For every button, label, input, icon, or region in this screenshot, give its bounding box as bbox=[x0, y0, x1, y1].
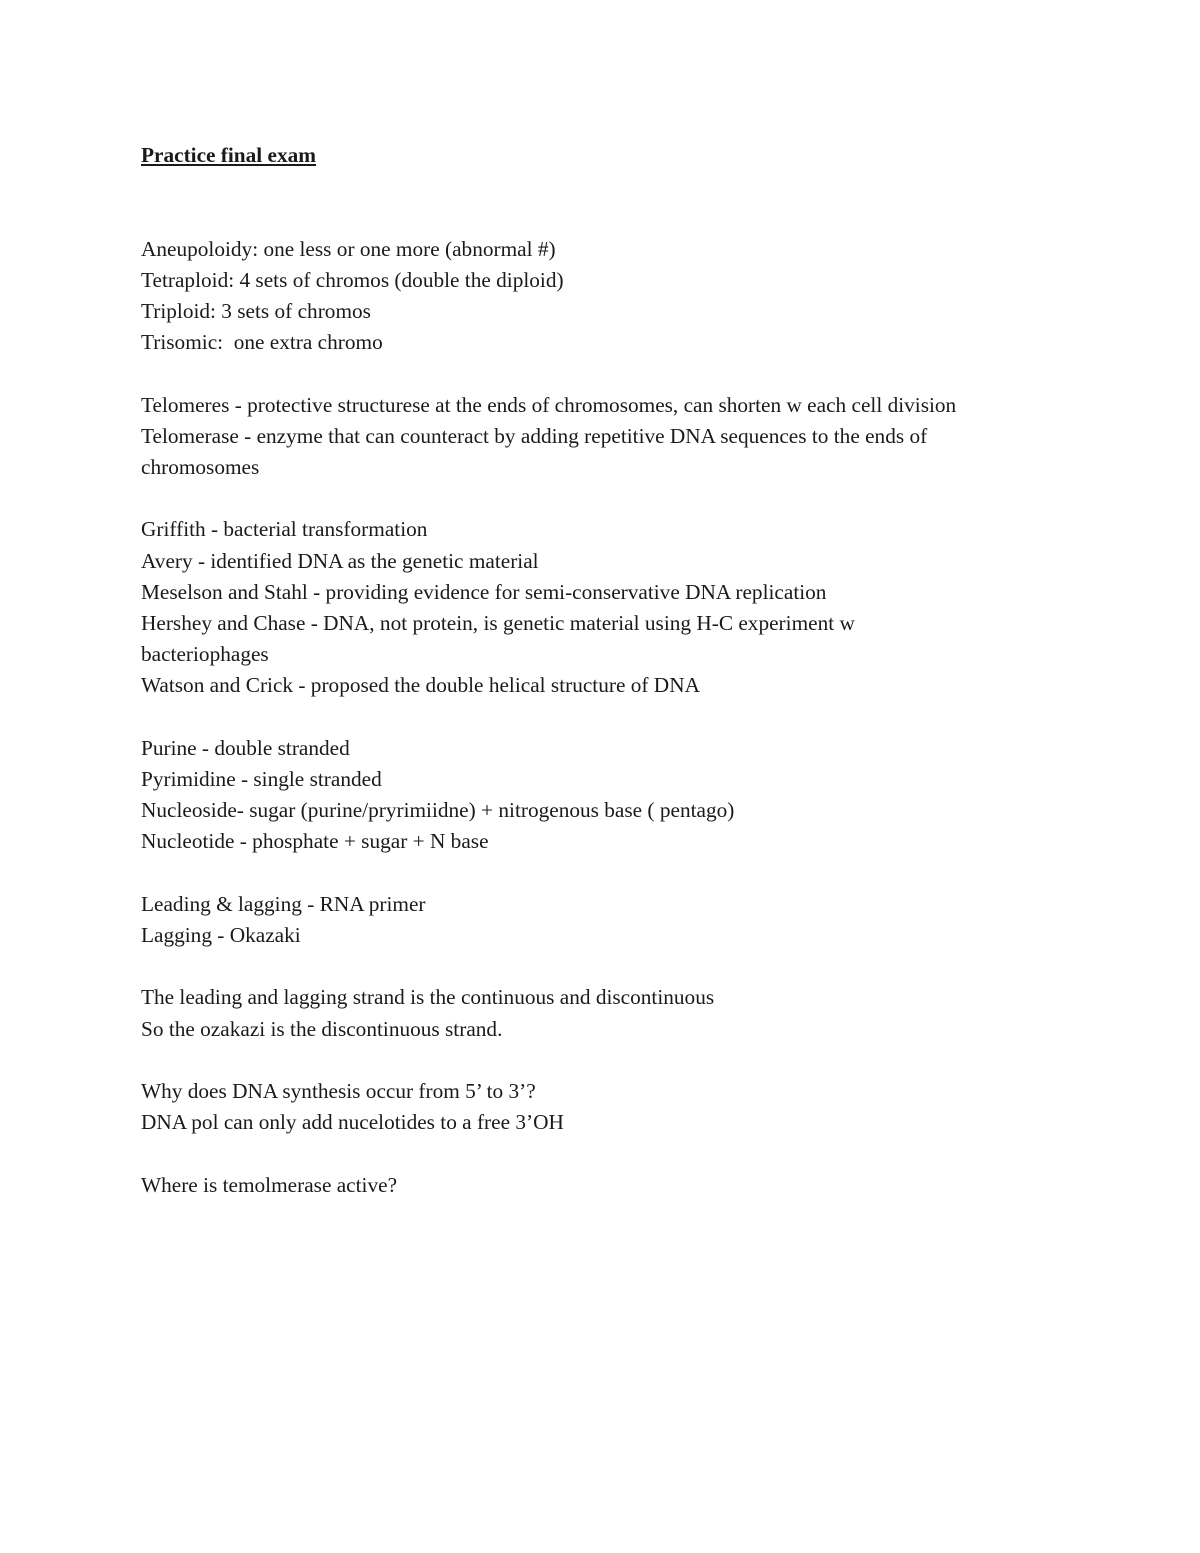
text-line: Griffith - bacterial transformation bbox=[141, 517, 428, 542]
section-spacer bbox=[141, 483, 1081, 514]
section-question bbox=[141, 1170, 1081, 1201]
section-spacer bbox=[141, 1045, 1081, 1076]
text-line: Why does DNA synthesis occur from 5’ to 3’? bbox=[141, 1078, 536, 1103]
text-line: Triploid: 3 sets of chromos bbox=[141, 298, 371, 323]
section-scientists bbox=[141, 514, 1081, 701]
section-spacer bbox=[141, 358, 1081, 389]
text-line: Leading & lagging - RNA primer bbox=[141, 891, 426, 916]
title-spacer bbox=[141, 171, 1081, 233]
section-nucleotides bbox=[141, 733, 1081, 858]
text-line: Lagging - Okazaki bbox=[141, 922, 301, 947]
text-line: chromosomes bbox=[141, 454, 260, 479]
text-line: Trisomic: one extra chromo bbox=[141, 330, 383, 355]
section-spacer bbox=[141, 858, 1081, 889]
document-body bbox=[141, 140, 1081, 1201]
section-strands bbox=[141, 889, 1081, 951]
section-spacer bbox=[141, 702, 1081, 733]
text-line: Nucleoside- sugar (purine/pryrimiidne) + nitrogenous base ( pentago) bbox=[141, 798, 735, 823]
section-spacer bbox=[141, 1138, 1081, 1169]
section-synthesis bbox=[141, 1076, 1081, 1138]
text-line: Purine - double stranded bbox=[141, 735, 350, 760]
section-spacer bbox=[141, 951, 1081, 982]
text-line: DNA pol can only add nucelotides to a free 3’OH bbox=[141, 1110, 564, 1135]
text-line: bacteriophages bbox=[141, 642, 269, 667]
text-line: Telomerase - enzyme that can counteract by adding repetitive DNA sequences to the ends of bbox=[141, 423, 928, 448]
text-line: So the ozakazi is the discontinuous strand. bbox=[141, 1016, 503, 1041]
text-line: Pyrimidine - single stranded bbox=[141, 766, 382, 791]
text-line: Where is temolmerase active? bbox=[141, 1172, 398, 1197]
text-line: Telomeres - protective structurese at the ends of chromosomes, can shorten w each cell division bbox=[141, 392, 957, 417]
section-continuous bbox=[141, 982, 1081, 1044]
text-line: Tetraploid: 4 sets of chromos (double the diploid) bbox=[141, 267, 564, 292]
section-telomeres bbox=[141, 390, 1081, 484]
text-line: Hershey and Chase - DNA, not protein, is genetic material using H-C experiment w bbox=[141, 610, 855, 635]
section-ploidy bbox=[141, 234, 1081, 359]
text-line: Aneupoloidy: one less or one more (abnormal #) bbox=[141, 236, 556, 261]
text-line: Nucleotide - phosphate + sugar + N base bbox=[141, 829, 489, 854]
document-title: Practice final exam bbox=[141, 143, 317, 167]
text-line: Meselson and Stahl - providing evidence for semi-conservative DNA replication bbox=[141, 579, 827, 604]
text-line: The leading and lagging strand is the continuous and discontinuous bbox=[141, 985, 715, 1010]
text-line: Watson and Crick - proposed the double helical structure of DNA bbox=[141, 673, 700, 698]
text-line: Avery - identified DNA as the genetic material bbox=[141, 548, 539, 573]
